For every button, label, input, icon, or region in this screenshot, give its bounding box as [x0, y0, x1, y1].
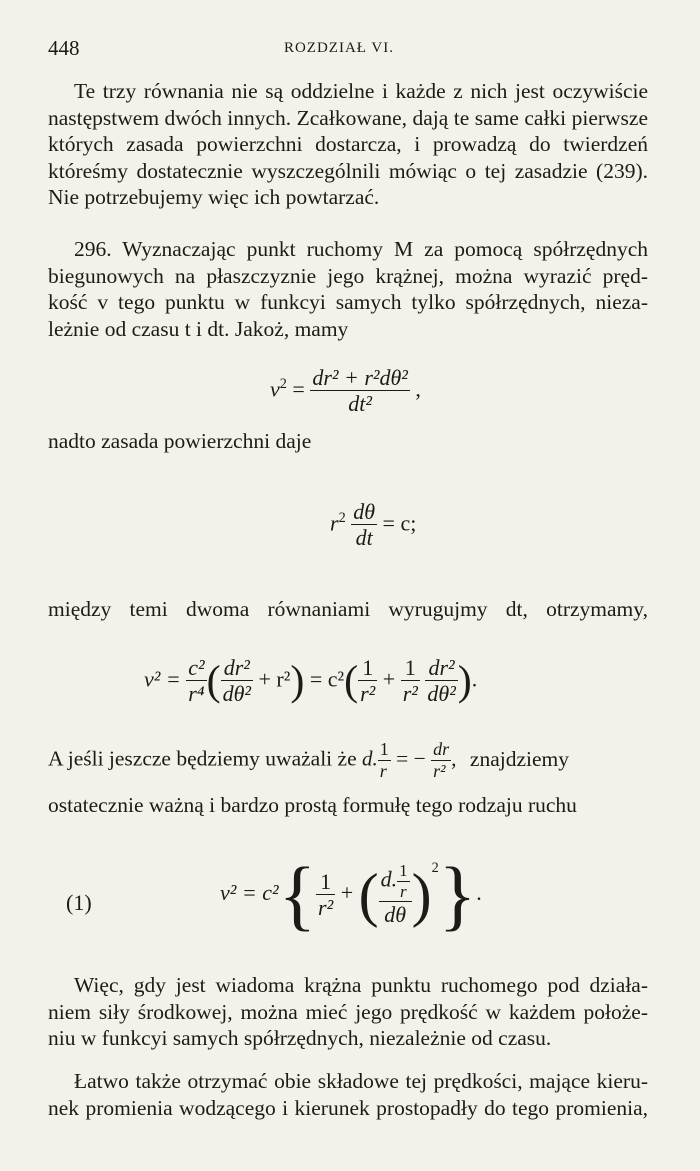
denominator: dθ² — [427, 681, 456, 707]
numerator: dr² + r²dθ² — [312, 365, 408, 390]
fraction — [358, 656, 377, 706]
text-line: 296. Wyznaczając punkt ruchomy M za pomocą spółrzędnych — [74, 237, 648, 261]
eq-r: r — [330, 510, 339, 536]
fraction — [397, 862, 410, 901]
numerator: dr² — [428, 655, 455, 680]
fraction — [401, 656, 420, 706]
numerator: 1 — [320, 868, 332, 894]
right-paren: ) — [290, 658, 305, 705]
eq-lhs: v² = — [144, 666, 181, 692]
paragraph-ajesli — [48, 740, 648, 781]
eq-lhs: v² = c² — [220, 880, 279, 906]
numerator: c² — [188, 655, 205, 680]
term: = c² — [309, 666, 345, 692]
numerator — [379, 862, 412, 901]
equation-label: (1) — [66, 890, 92, 915]
equation-velocity-1: $v^2$ = $\frac{\text{dr² + r²dθ²}}{\text{dt²}}$ , — [270, 365, 421, 417]
text-fragment: A jeśli jeszcze będziemy uważali że — [48, 746, 357, 771]
denominator: r² — [318, 894, 334, 920]
text-line: ostatecznie ważną i bardzo prostą formułę tego rodzaju ruchu — [48, 793, 577, 817]
equation-area-law: $r^2$ $\frac{d\theta}{dt}$ = c; — [330, 499, 417, 551]
text-line: któreśmy dostatecznie wyszczególnili mówiąc o tej zasadzie (239). — [48, 158, 648, 183]
denominator: dt — [351, 524, 377, 550]
d-operator: d. — [380, 866, 398, 892]
denominator: r⁴ — [186, 680, 206, 706]
numerator: 1 — [404, 655, 416, 680]
fraction — [186, 656, 206, 706]
fraction: $\frac{1}{r}$ — [379, 739, 389, 781]
running-head: ROZDZIAŁ VI. — [283, 40, 395, 56]
left-paren: ( — [344, 658, 359, 705]
text-line: niu w funkcyi samych spółrzędnych, niezależnie od czasu. — [48, 1026, 552, 1050]
denominator: r² — [360, 681, 376, 707]
fraction — [351, 500, 377, 550]
text-line: niem siły środkowej, można mieć jego prędkość w każdem położe- — [48, 999, 648, 1024]
exponent: 2 — [431, 860, 439, 877]
fraction — [425, 656, 457, 706]
fraction — [221, 656, 253, 706]
text-line: następstwem dwóch innych. Zcałkowane, dają te same całki pierwsze — [48, 105, 648, 130]
eq-lhs: v — [270, 376, 280, 402]
text-line: Łatwo także otrzymać obie składowe tej prędkości, mające kieru- — [74, 1069, 648, 1093]
text-line: A jeśli jeszcze będziemy uważali że d. $\frac{1}{r}$ = − $\frac{dr}{\text{r²}}$ , znajdziemy — [48, 739, 569, 781]
text-line: biegunowych na płaszczyznie jego krążnej, można wyrazić pręd- — [48, 263, 648, 288]
numerator: dr² — [223, 655, 250, 680]
text-line: między temi dwoma równaniami wyrugujmy dt, otrzymamy, — [48, 597, 648, 621]
paragraph-4 — [48, 1068, 648, 1121]
equation-velocity-2: v² = $\frac{\text{c²}}{\text{r⁴}}$ ( $\frac{\text{dr²}}{\text{dθ²}}$ + r²) = c²( $\frac{1}{\text{r²}}$ + $\frac{1}{\text{r²}}$ $\frac{\text{dr²}}{\text{dθ²}}$ ). — [144, 655, 478, 707]
paragraph-miedzy — [48, 596, 648, 623]
fraction — [310, 366, 410, 416]
term: + r² — [258, 666, 291, 692]
text-fragment: znajdziemy — [469, 746, 569, 771]
numerator: 1 — [362, 655, 374, 680]
equation-body: v² = c²{ $\frac{1}{\text{r²}}$ + ( d. $\frac{1}{r}$ dθ )$^2$}. — [220, 851, 482, 938]
text-line: Te trzy równania nie są oddzielne i każde z nich jest oczywiście — [74, 79, 648, 103]
denominator: r² — [402, 681, 418, 707]
left-paren: ( — [206, 658, 221, 705]
page-header — [48, 36, 630, 60]
right-brace: } — [438, 851, 477, 938]
paragraph-nadto — [48, 428, 648, 455]
left-brace: { — [278, 851, 317, 938]
fraction: $\frac{dr}{\text{r²}}$ — [433, 739, 450, 781]
right-paren: ) — [457, 658, 472, 705]
paragraph-ostatecznie — [48, 792, 648, 819]
denominator: dθ — [379, 901, 412, 927]
fraction — [379, 862, 412, 928]
numerator: dθ — [353, 499, 376, 524]
numerator: 1 — [399, 861, 408, 881]
eq-rhs: = c; — [382, 510, 417, 536]
denominator: dθ² — [222, 681, 251, 707]
paragraph-3 — [48, 972, 648, 1052]
eq-trail: . — [476, 880, 482, 906]
denominator: r — [397, 881, 410, 902]
text-line: nek promienia wodzącego i kierunek prostopadły do tego promienia, — [48, 1095, 648, 1120]
fraction — [316, 870, 335, 920]
right-paren: ) — [411, 862, 432, 928]
text-line: nadto zasada powierzchni daje — [48, 429, 312, 453]
text-line: kość v tego punktu w funkcyi samych tylko spółrzędnych, nieza- — [48, 290, 648, 314]
equation-formula-1 — [48, 846, 648, 956]
text-line: Więc, gdy jest wiadoma krążna punktu ruchomego pod działa- — [74, 973, 648, 997]
denominator: dt² — [310, 390, 410, 416]
text-line: leżnie od czasu t i dt. Jakoż, mamy — [48, 316, 349, 341]
eq-trail: , — [415, 376, 421, 402]
text-line: Nie potrzebujemy więc ich powtarzać. — [48, 185, 380, 209]
eq-trail: . — [471, 666, 478, 692]
text-line: których zasada powierzchni dostarcza, i prowadzą do twierdzeń — [48, 132, 648, 156]
paragraph-1 — [48, 78, 648, 211]
paragraph-296 — [48, 236, 648, 342]
left-paren: ( — [358, 862, 379, 928]
page-number: 448 — [48, 36, 80, 60]
